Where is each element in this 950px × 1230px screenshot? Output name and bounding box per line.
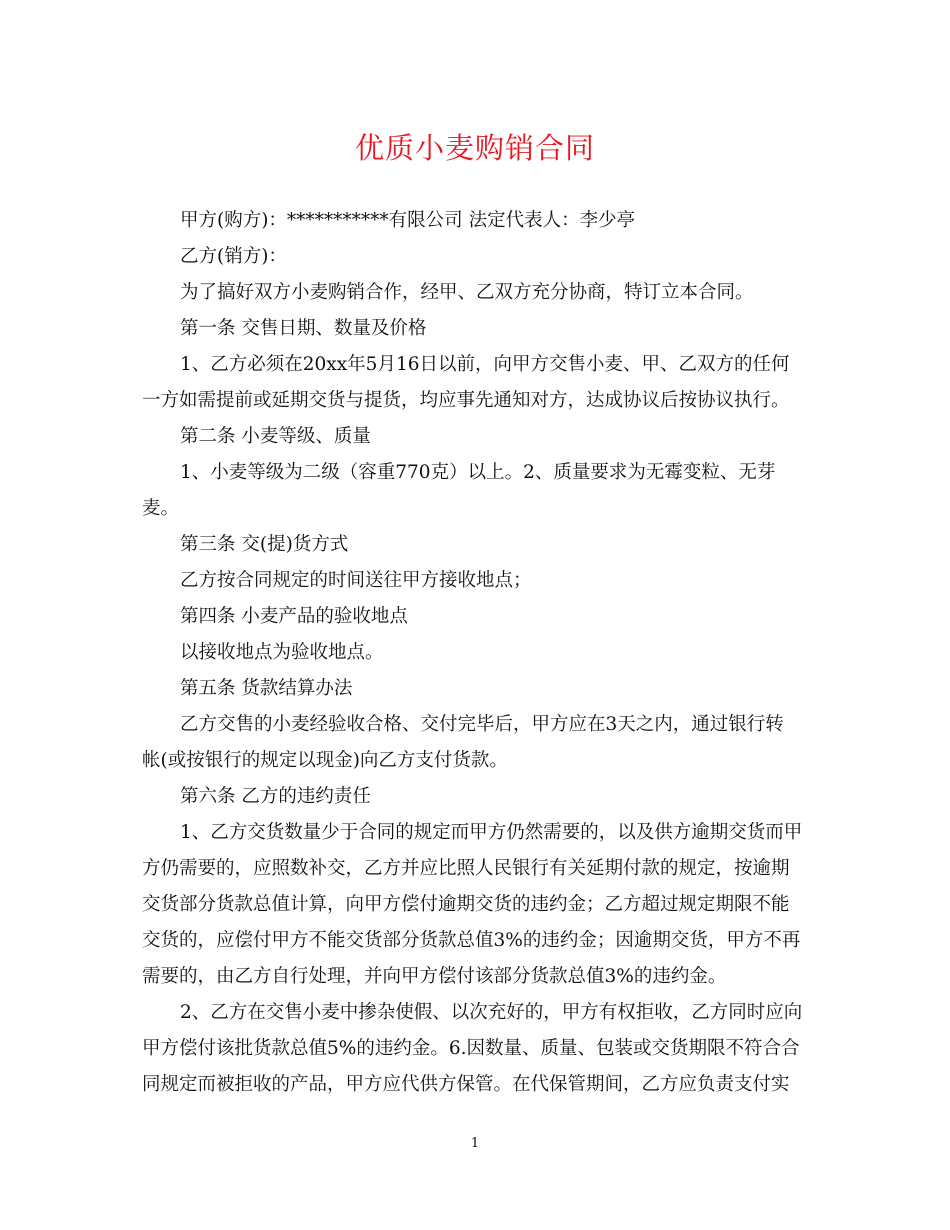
- article-4-heading: 第四条 小麦产品的验收地点: [180, 606, 408, 627]
- article-2-heading: 第二条 小麦等级、质量: [180, 426, 371, 447]
- article-1-heading: 第一条 交售日期、数量及价格: [180, 318, 427, 339]
- party-b-line: 乙方(销方)：: [180, 246, 287, 267]
- article-6-text-line: 交货部分货款总值计算，向甲方偿付逾期交货的违约金；乙方超过规定期限不能: [142, 894, 790, 915]
- article-5-text-line: 帐(或按银行的规定以现金)向乙方支付货款。: [142, 750, 508, 771]
- article-1-text-line: 一方如需提前或延期交货与提货，均应事先通知对方，达成协议后按协议执行。: [142, 390, 790, 411]
- article-4-text-line: 以接收地点为验收地点。: [180, 642, 384, 663]
- article-6-text-line: 同规定而被拒收的产品，甲方应代供方保管。在代保管期间，乙方应负责支付实: [142, 1074, 790, 1095]
- article-5-text-line: 乙方交售的小麦经验收合格、交付完毕后，甲方应在3天之内，通过银行转: [180, 714, 784, 735]
- party-a-line: 甲方(购方)：***********有限公司 法定代表人：李少亭: [180, 210, 636, 231]
- article-2-text-line: 1、小麦等级为二级（容重770克）以上。2、质量要求为无霉变粒、无芽: [180, 462, 776, 483]
- intro-paragraph: 为了搞好双方小麦购销合作，经甲、乙双方充分协商，特订立本合同。: [180, 282, 754, 303]
- article-5-heading: 第五条 货款结算办法: [180, 678, 353, 699]
- document-title: 优质小麦购销合同: [354, 131, 595, 165]
- article-6-heading: 第六条 乙方的违约责任: [180, 786, 371, 807]
- article-6-text-line: 甲方偿付该批货款总值5%的违约金。6.因数量、质量、包装或交货期限不符合合: [142, 1038, 800, 1059]
- article-6-text-line: 方仍需要的，应照数补交，乙方并应比照人民银行有关延期付款的规定，按逾期: [142, 858, 790, 879]
- page-number: 1: [470, 1136, 480, 1151]
- article-6-text-line: 交货的，应偿付甲方不能交货部分货款总值3%的违约金；因逾期交货，甲方不再: [142, 930, 801, 951]
- article-1-text-line: 1、乙方必须在20xx年5月16日以前，向甲方交售小麦、甲、乙双方的任何: [180, 354, 790, 375]
- article-2-text-line: 麦。: [142, 498, 180, 519]
- article-3-text-line: 乙方按合同规定的时间送往甲方接收地点；: [180, 570, 532, 591]
- article-3-heading: 第三条 交(提)货方式: [180, 534, 349, 555]
- article-6-text-line: 1、乙方交货数量少于合同的规定而甲方仍然需要的，以及供方逾期交货而甲: [180, 822, 803, 843]
- article-6-text-line: 需要的，由乙方自行处理，并向甲方偿付该部分货款总值3%的违约金。: [142, 966, 727, 987]
- article-6-text-line: 2、乙方在交售小麦中掺杂使假、以次充好的，甲方有权拒收，乙方同时应向: [180, 1002, 803, 1023]
- contract-body: [142, 203, 814, 1103]
